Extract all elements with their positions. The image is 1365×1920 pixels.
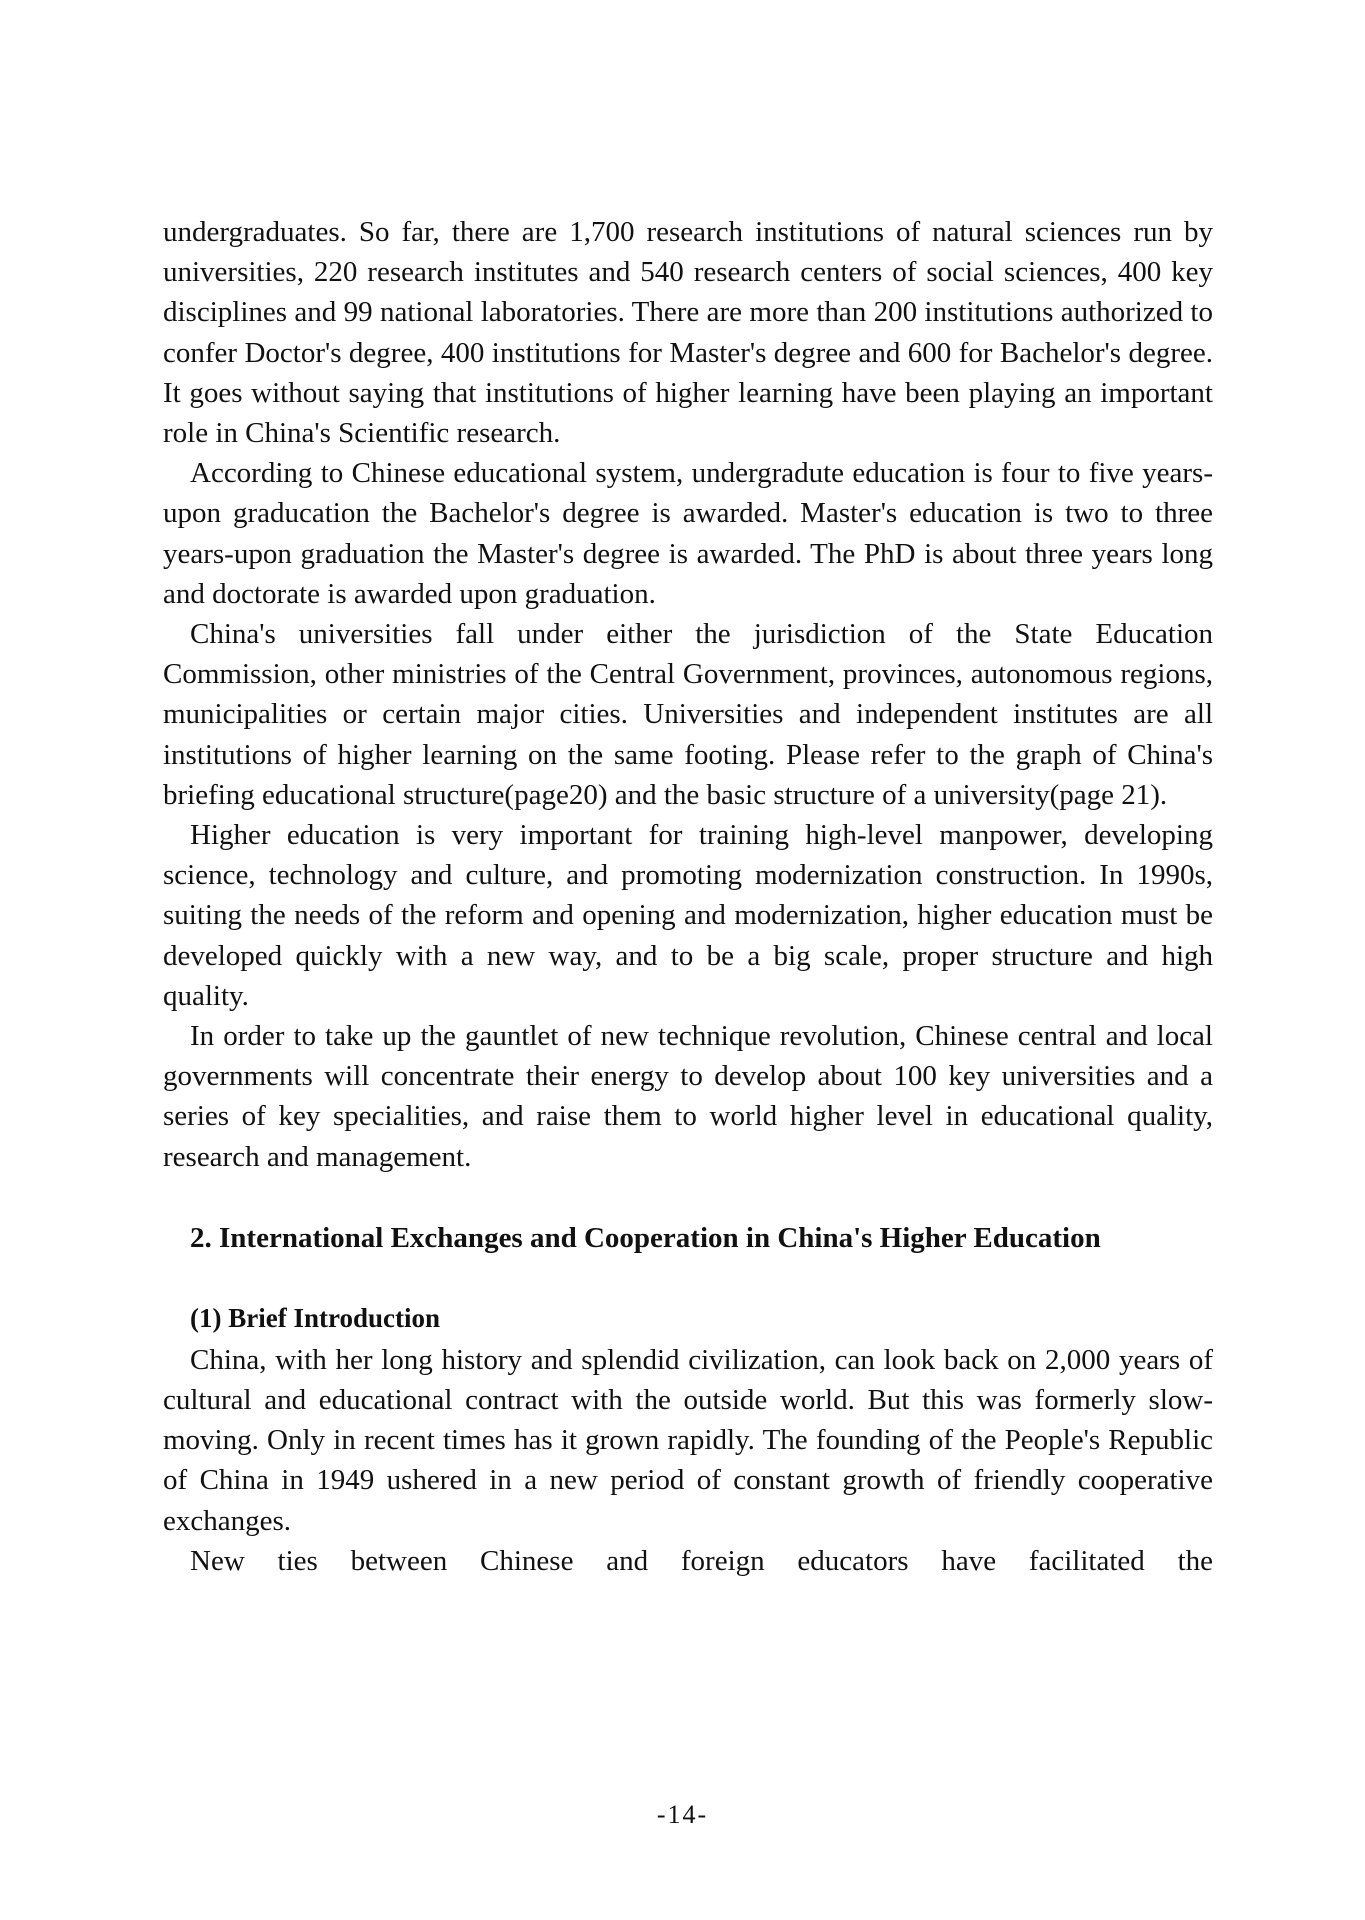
paragraph-brief-introduction: China, with her long history and splendid civilization, can look back on 2,000 years of cultural and educational contract with the outside world. But this was formerly slow-moving. Only in recent times has it grown rapidly. The founding of the People's Republic of China in 1949 ushered in a new period of constant growth of friendly cooperative exchanges. [163, 1343, 1213, 1537]
paragraph-new-ties: New ties between Chinese and foreign educators have facilitated the [190, 1544, 1213, 1577]
page-number: -14- [656, 1800, 709, 1829]
section-heading: 2. International Exchanges and Cooperation in China's Higher Education [190, 1221, 1101, 1254]
paragraph-universities-jurisdiction: China's universities fall under either the jurisdiction of the State Education Commission, other ministries of the Central Government, provinces, autonomous regions, municipalities or certain major cities. Universities and independent institutes are all institutions of higher learning on the same footing. Please refer to the graph of China's briefing educational structure(page20) and the basic structure of a university(page 21). [163, 618, 1213, 811]
text-column [163, 212, 1213, 1581]
paragraph-higher-education-importance: Higher education is very important for training high-level manpower, developing science, technology and culture, and promoting modernization construction. In 1990s, suiting the needs of the reform and opening and modernization, higher education must be developed quickly with a new way, and to be a big scale, proper structure and high quality. [163, 819, 1213, 1012]
paragraph-research-institutions: undergraduates. So far, there are 1,700 research institutions of natural sciences run by universities, 220 research institutes and 540 research centers of social sciences, 400 key disciplines and 99 national laboratories. There are more than 200 institutions authorized to confer Doctor's degree, 400 institutions for Master's degree and 600 for Bachelor's degree. It goes without saying that institutions of higher learning have been playing an important role in China's Scientific research. [163, 216, 1213, 450]
sub-heading: (1) Brief Introduction [190, 1302, 440, 1333]
paragraph-key-universities: In order to take up the gauntlet of new technique revolution, Chinese central and local governments will concentrate their energy to develop about 100 key universities and a series of key specialities, and raise them to world higher level in educational quality, research and management. [163, 1020, 1213, 1173]
paragraph-educational-system: According to Chinese educational system, undergradute education is four to five years-upon graducation the Bachelor's degree is awarded. Master's education is two to three years-upon graduation the Master's degree is awarded. The PhD is about three years long and doctorate is awarded upon graduation. [163, 457, 1213, 610]
